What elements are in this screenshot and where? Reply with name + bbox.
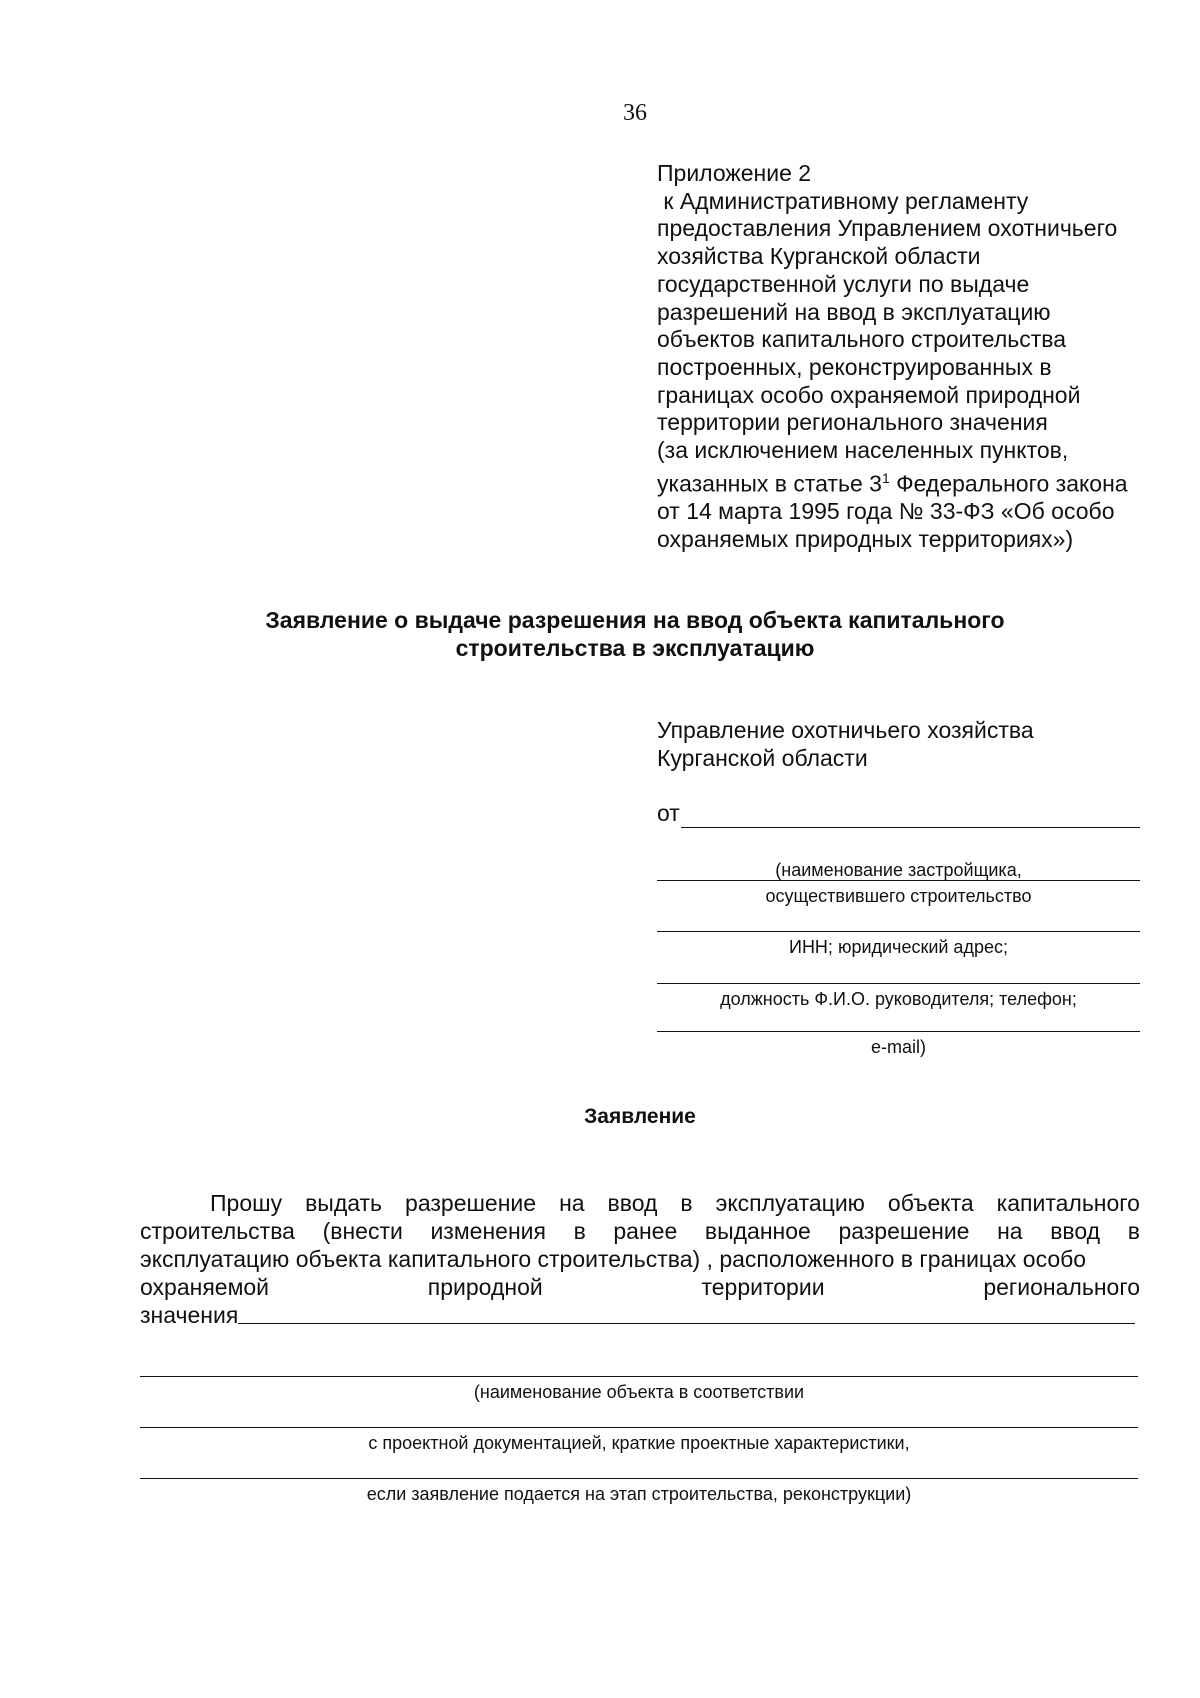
applicant-caption: осуществившего строительство bbox=[765, 886, 1032, 906]
applicant-caption: (наименование застройщика, bbox=[775, 860, 1022, 880]
appendix-line: от 14 марта 1995 года № 33-ФЗ «Об особо bbox=[657, 498, 1115, 525]
applicant-caption: e-mail) bbox=[870, 1037, 926, 1057]
addressee bbox=[657, 716, 1034, 772]
word: выданное bbox=[704, 1218, 811, 1244]
word: территории bbox=[701, 1274, 825, 1300]
from-label: от bbox=[657, 800, 680, 826]
word: на bbox=[997, 1218, 1023, 1244]
object-rule[interactable] bbox=[140, 1427, 1138, 1428]
applicant-rule[interactable] bbox=[657, 983, 1140, 984]
word: в bbox=[1127, 1218, 1140, 1244]
word: ранее bbox=[613, 1218, 678, 1244]
article-text: указанных в статье 3 bbox=[657, 470, 882, 497]
statement-line bbox=[140, 1217, 1140, 1245]
word: регионального bbox=[983, 1274, 1140, 1300]
page-number: 36 bbox=[623, 100, 647, 126]
applicant-rule[interactable] bbox=[657, 1031, 1140, 1032]
word: разрешение bbox=[838, 1218, 970, 1244]
object-rule[interactable] bbox=[140, 1478, 1138, 1479]
applicant-caption: должность Ф.И.О. руководителя; телефон; bbox=[720, 989, 1077, 1009]
appendix-line: (за исключением населенных пунктов, bbox=[657, 437, 1069, 464]
appendix-line: разрешений на ввод в эксплуатацию bbox=[657, 298, 1051, 325]
addressee-line: Управление охотничьего хозяйства bbox=[657, 717, 1034, 743]
word: объекта bbox=[887, 1190, 974, 1216]
word: строительства bbox=[140, 1218, 295, 1244]
word: в bbox=[680, 1190, 693, 1216]
applicant-caption: ИНН; юридический адрес; bbox=[789, 937, 1008, 957]
word: изменения bbox=[430, 1218, 546, 1244]
word: природной bbox=[427, 1274, 543, 1300]
applicant-name-rule bbox=[681, 827, 1140, 828]
appendix-header bbox=[657, 160, 1128, 554]
significance-rule bbox=[238, 1323, 1135, 1324]
word: капитального bbox=[996, 1190, 1140, 1216]
article-text-end: Федерального закона bbox=[889, 470, 1128, 497]
appendix-line: предоставления Управлением охотничьего bbox=[657, 215, 1118, 242]
appendix-line: хозяйства Курганской области bbox=[657, 243, 981, 270]
statement-line-significance[interactable] bbox=[140, 1301, 1135, 1329]
document-title bbox=[0, 606, 1200, 662]
object-caption: если заявление подается на этап строительства, реконструкции) bbox=[366, 1484, 912, 1504]
word: ввод bbox=[1050, 1218, 1101, 1244]
appendix-line: границах особо охраняемой природной bbox=[657, 381, 1081, 408]
word: в bbox=[573, 1218, 586, 1244]
title-line: Заявление о выдаче разрешения на ввод объекта капитального bbox=[265, 607, 1005, 633]
appendix-line: к Административному регламенту bbox=[657, 187, 1029, 214]
appendix-line-article bbox=[657, 465, 1128, 498]
applicant-from-field[interactable] bbox=[657, 800, 1140, 828]
statement-heading: Заявление bbox=[584, 1105, 696, 1128]
word: (внести bbox=[322, 1218, 403, 1244]
word: ввод bbox=[607, 1190, 658, 1216]
addressee-line: Курганской области bbox=[657, 745, 868, 771]
appendix-line: охраняемых природных территориях») bbox=[657, 525, 1074, 552]
statement-line bbox=[140, 1189, 1140, 1217]
appendix-line: территории регионального значения bbox=[657, 409, 1048, 436]
applicant-rule[interactable] bbox=[657, 880, 1140, 881]
title-line: строительства в эксплуатацию bbox=[455, 635, 815, 661]
statement-line: эксплуатацию объекта капитального строительства) , расположенного в границах особо bbox=[140, 1246, 1087, 1272]
significance-label: значения bbox=[140, 1302, 239, 1328]
statement-line bbox=[140, 1273, 1140, 1301]
statement-body bbox=[140, 1189, 1140, 1329]
object-rule[interactable] bbox=[140, 1376, 1138, 1377]
word: эксплуатацию bbox=[715, 1190, 865, 1216]
word: охраняемой bbox=[140, 1274, 270, 1300]
appendix-line: объектов капитального строительства bbox=[657, 326, 1067, 353]
word: выдать bbox=[305, 1190, 383, 1216]
object-caption: с проектной документацией, краткие проектные характеристики, bbox=[368, 1433, 910, 1453]
word: разрешение bbox=[405, 1190, 537, 1216]
applicant-rule[interactable] bbox=[657, 931, 1140, 932]
word: на bbox=[559, 1190, 585, 1216]
appendix-line: Приложение 2 bbox=[657, 160, 812, 186]
object-caption: (наименование объекта в соответствии bbox=[473, 1382, 805, 1402]
article-superscript: 1 bbox=[881, 469, 890, 486]
appendix-line: построенных, реконструированных в bbox=[657, 353, 1052, 380]
word: Прошу bbox=[210, 1190, 283, 1216]
appendix-line: государственной услуги по выдаче bbox=[657, 270, 1030, 297]
